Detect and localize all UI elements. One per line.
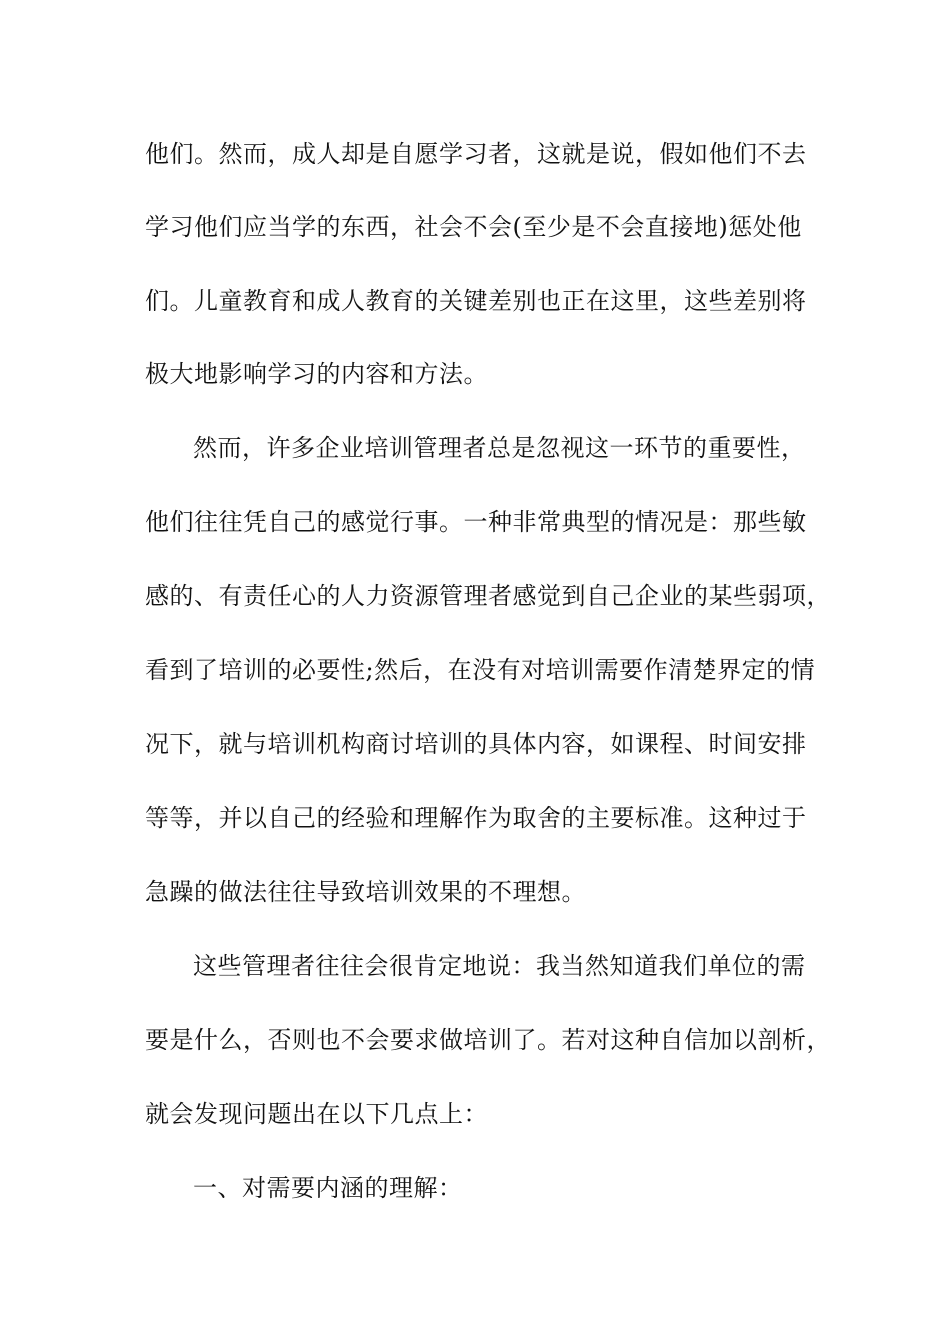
section-heading: 一、对需要内涵的理解： — [193, 1174, 463, 1202]
text-line: 况下，就与培训机构商讨培训的具体内容，如课程、时间安排 — [145, 730, 807, 758]
text-line: 就会发现问题出在以下几点上： — [145, 1100, 488, 1128]
text-line: 要是什么，否则也不会要求做培训了。若对这种自信加以剖析， — [145, 1026, 831, 1054]
text-line: 学习他们应当学的东西，社会不会(至少是不会直接地)惩处他 — [145, 213, 802, 241]
text-line: 极大地影响学习的内容和方法。 — [145, 360, 488, 388]
text-line: 看到了培训的必要性;然后，在没有对培训需要作清楚界定的情 — [145, 656, 816, 684]
text-line: 们。儿童教育和成人教育的关键差别也正在这里，这些差别将 — [145, 287, 807, 315]
text-line: 等等，并以自己的经验和理解作为取舍的主要标准。这种过于 — [145, 804, 807, 832]
text-line: 急躁的做法往往导致培训效果的不理想。 — [145, 878, 586, 906]
paragraph-first-line: 然而，许多企业培训管理者总是忽视这一环节的重要性， — [193, 434, 806, 462]
text-line: 他们往往凭自己的感觉行事。一种非常典型的情况是：那些敏 — [145, 508, 807, 536]
paragraph-first-line: 这些管理者往往会很肯定地说：我当然知道我们单位的需 — [193, 952, 806, 980]
text-line: 感的、有责任心的人力资源管理者感觉到自己企业的某些弱项， — [145, 582, 831, 610]
text-line: 他们。然而，成人却是自愿学习者，这就是说，假如他们不去 — [145, 140, 807, 168]
